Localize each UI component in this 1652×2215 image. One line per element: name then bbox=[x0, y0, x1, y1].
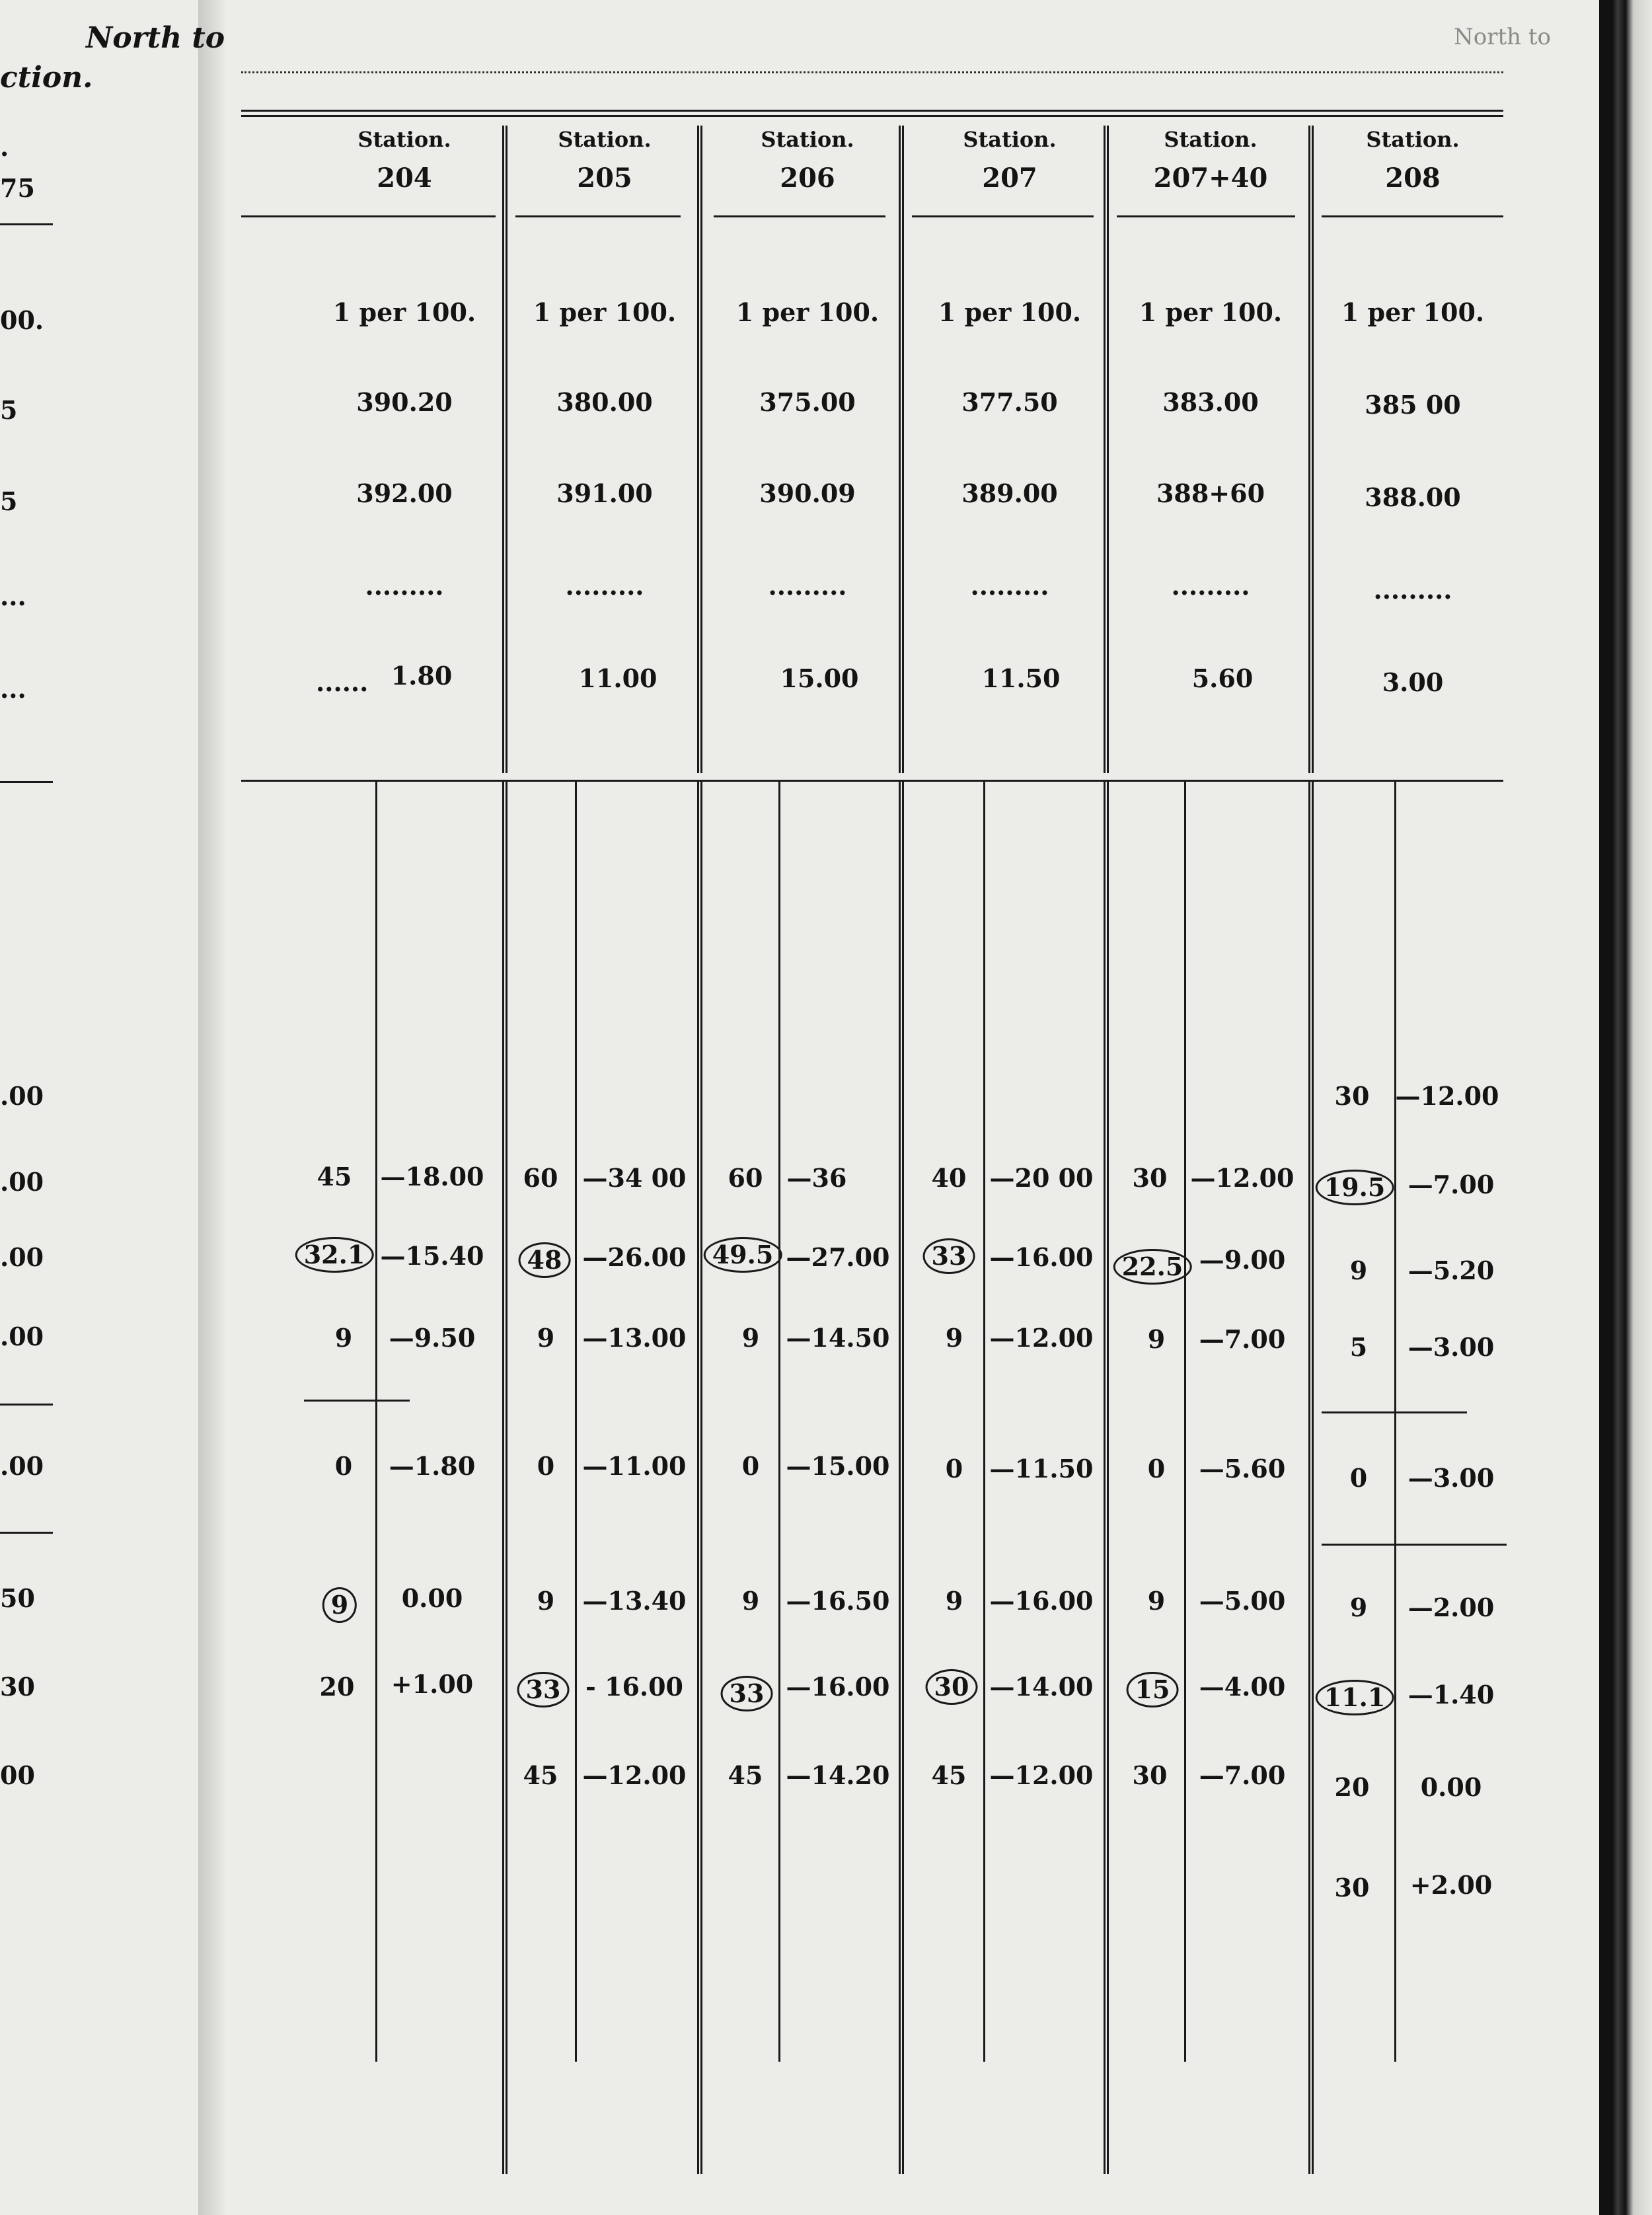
header-rule bbox=[912, 215, 1094, 217]
elevation-value: 375.00 bbox=[759, 387, 856, 417]
circled-value: 22.5 bbox=[1113, 1249, 1192, 1285]
left-fragment: 5 bbox=[0, 395, 18, 425]
left-fragment: .00 bbox=[0, 1167, 44, 1197]
elevation-diff: —3.00 bbox=[1408, 1463, 1495, 1493]
elevation-diff: —11.00 bbox=[582, 1451, 687, 1481]
width-value: 9 bbox=[1349, 1256, 1368, 1285]
circled-value: 19.5 bbox=[1316, 1170, 1394, 1205]
circled-value: 33 bbox=[721, 1676, 773, 1711]
station-number: 206 bbox=[780, 163, 835, 194]
header-rule bbox=[241, 215, 496, 217]
grade-rate: 1 per 100. bbox=[735, 297, 880, 327]
column-divider bbox=[899, 126, 904, 773]
elevation-diff: —7.00 bbox=[1199, 1760, 1286, 1790]
elevation-diff: —7.00 bbox=[1199, 1324, 1286, 1354]
header-rule bbox=[1322, 215, 1503, 217]
circled-value: 11.1 bbox=[1316, 1680, 1394, 1715]
elevation-value: 383.00 bbox=[1162, 387, 1259, 417]
page-fold-shadow bbox=[198, 0, 225, 2215]
elevation-diff: —18.00 bbox=[380, 1162, 484, 1191]
elevation-diff: —11.50 bbox=[989, 1454, 1094, 1483]
empty-value: ......... bbox=[1171, 571, 1250, 601]
width-value: 9 bbox=[945, 1323, 963, 1353]
station-label: Station. bbox=[1366, 127, 1460, 152]
top-dotted-rule bbox=[241, 71, 1503, 73]
elevation-diff: —14.20 bbox=[786, 1760, 890, 1790]
top-margin-note: North to bbox=[1454, 24, 1551, 50]
left-fragment: 75 bbox=[0, 173, 35, 203]
top-rule-second bbox=[241, 115, 1503, 117]
width-value: 45 bbox=[728, 1760, 763, 1790]
column-divider bbox=[899, 780, 904, 2174]
grade-rate: 1 per 100. bbox=[533, 297, 677, 327]
empty-value: ......... bbox=[970, 571, 1049, 601]
grade-value: 390.09 bbox=[759, 478, 856, 508]
left-fragment: 5 bbox=[0, 486, 18, 516]
column-divider bbox=[502, 126, 507, 773]
width-value: 45 bbox=[931, 1760, 967, 1790]
width-value: 9 bbox=[537, 1586, 555, 1616]
top-rule bbox=[241, 110, 1503, 112]
elevation-diff: +2.00 bbox=[1409, 1870, 1493, 1900]
elevation-diff: —1.80 bbox=[389, 1451, 476, 1481]
elevation-diff: —5.20 bbox=[1408, 1256, 1495, 1285]
column-divider bbox=[1308, 126, 1314, 773]
station-number: 204 bbox=[377, 163, 432, 194]
cut-value: 3.00 bbox=[1382, 667, 1444, 697]
cut-value: 5.60 bbox=[1191, 663, 1254, 693]
width-value: 9 bbox=[741, 1323, 760, 1353]
left-fragment: .00 bbox=[0, 1081, 44, 1111]
circled-value: 33 bbox=[923, 1238, 975, 1274]
grade-rate: 1 per 100. bbox=[938, 297, 1082, 327]
elevation-diff: —13.00 bbox=[582, 1323, 687, 1353]
elevation-diff: —34 00 bbox=[582, 1163, 687, 1193]
elevation-diff: —13.40 bbox=[582, 1586, 687, 1616]
left-fragment: 50 bbox=[0, 1583, 35, 1613]
left-heading-line1: North to bbox=[86, 21, 225, 55]
circled-value: 9 bbox=[322, 1587, 357, 1623]
elevation-diff: +1.00 bbox=[391, 1669, 474, 1699]
elevation-diff: —12.00 bbox=[1190, 1163, 1295, 1193]
left-rule bbox=[0, 223, 53, 225]
width-value: 30 bbox=[1334, 1081, 1370, 1111]
elevation-diff: —7.00 bbox=[1408, 1170, 1495, 1199]
left-fragment: 30 bbox=[0, 1672, 35, 1702]
empty-value: ......... bbox=[365, 571, 444, 601]
column-divider bbox=[1104, 780, 1109, 2174]
elevation-diff: —26.00 bbox=[582, 1242, 687, 1272]
header-rule bbox=[714, 215, 885, 217]
width-value: 30 bbox=[1132, 1163, 1168, 1193]
elevation-diff: —12.00 bbox=[989, 1760, 1094, 1790]
elevation-diff: —14.00 bbox=[989, 1672, 1094, 1702]
book-binding bbox=[1599, 0, 1652, 2215]
grade-value: 392.00 bbox=[356, 478, 453, 508]
elevation-value: 377.50 bbox=[961, 387, 1058, 417]
section-rule bbox=[1322, 1544, 1507, 1546]
column-line bbox=[1394, 780, 1396, 2062]
station-number: 208 bbox=[1385, 163, 1441, 194]
width-value: 9 bbox=[1349, 1593, 1368, 1622]
width-value: 0 bbox=[1349, 1463, 1368, 1493]
elevation-diff: —36 bbox=[786, 1163, 847, 1193]
left-fragment: 00 bbox=[0, 1760, 35, 1790]
cut-value: 11.50 bbox=[981, 663, 1061, 693]
station-label: Station. bbox=[761, 127, 854, 152]
empty-value: ......... bbox=[1373, 575, 1452, 605]
left-fragment: .00 bbox=[0, 1242, 44, 1272]
station-number: 207 bbox=[982, 163, 1037, 194]
section-rule bbox=[304, 1400, 410, 1402]
width-value: 0 bbox=[1147, 1454, 1166, 1483]
elevation-diff: —27.00 bbox=[786, 1242, 890, 1272]
width-value: 5 bbox=[1349, 1332, 1368, 1362]
column-line bbox=[575, 780, 577, 2062]
circled-value: 49.5 bbox=[704, 1237, 782, 1273]
grade-rate: 1 per 100. bbox=[1139, 297, 1283, 327]
width-value: 9 bbox=[1147, 1586, 1166, 1616]
elevation-diff: —1.40 bbox=[1408, 1680, 1495, 1709]
station-number: 205 bbox=[577, 163, 632, 194]
grade-rate: 1 per 100. bbox=[332, 297, 476, 327]
column-divider bbox=[697, 126, 702, 773]
width-value: 9 bbox=[741, 1586, 760, 1616]
width-value: 0 bbox=[537, 1451, 555, 1481]
circled-value: 33 bbox=[517, 1672, 570, 1708]
elevation-diff: 0.00 bbox=[1420, 1772, 1482, 1802]
elevation-diff: —14.50 bbox=[786, 1323, 890, 1353]
elevation-diff: - 16.00 bbox=[585, 1672, 683, 1702]
empty-value: ......... bbox=[768, 571, 847, 601]
grade-value: 389.00 bbox=[961, 478, 1058, 508]
width-value: 0 bbox=[945, 1454, 963, 1483]
width-value: 30 bbox=[1334, 1873, 1370, 1902]
elevation-diff: —5.00 bbox=[1199, 1586, 1286, 1616]
elevation-diff: —3.00 bbox=[1408, 1332, 1495, 1362]
elevation-diff: —12.00 bbox=[989, 1323, 1094, 1353]
elevation-value: 385 00 bbox=[1365, 390, 1461, 420]
cut-value: 15.00 bbox=[780, 663, 859, 693]
column-divider bbox=[697, 780, 702, 2174]
left-fragment: ... bbox=[0, 674, 26, 704]
circled-value: 15 bbox=[1127, 1672, 1179, 1708]
circled-value: 32.1 bbox=[295, 1237, 374, 1273]
column-divider bbox=[502, 780, 507, 2174]
elevation-diff: 0.00 bbox=[401, 1583, 463, 1613]
cut-value: 11.00 bbox=[578, 663, 657, 693]
elevation-diff: —9.50 bbox=[389, 1323, 476, 1353]
column-line bbox=[983, 780, 985, 2062]
width-value: 30 bbox=[1132, 1760, 1168, 1790]
header-rule bbox=[1117, 215, 1295, 217]
elevation-diff: —4.00 bbox=[1199, 1672, 1286, 1702]
width-value: 45 bbox=[317, 1162, 352, 1191]
elevation-diff: —20 00 bbox=[989, 1163, 1094, 1193]
elevation-diff: —16.00 bbox=[989, 1586, 1094, 1616]
elevation-value: 390.20 bbox=[356, 387, 453, 417]
column-line bbox=[375, 780, 377, 2062]
elevation-diff: —9.00 bbox=[1199, 1245, 1286, 1275]
elevation-diff: —16.00 bbox=[786, 1672, 890, 1702]
left-fragment: . bbox=[0, 132, 9, 162]
width-value: 20 bbox=[319, 1672, 355, 1702]
left-rule bbox=[0, 1404, 53, 1406]
grade-rate: 1 per 100. bbox=[1341, 297, 1485, 327]
elevation-diff: —15.00 bbox=[786, 1451, 890, 1481]
elevation-diff: —12.00 bbox=[1395, 1081, 1499, 1111]
station-label: Station. bbox=[963, 127, 1057, 152]
elevation-diff: —2.00 bbox=[1408, 1593, 1495, 1622]
circled-value: 48 bbox=[519, 1242, 571, 1278]
column-divider bbox=[1104, 126, 1109, 773]
elevation-diff: —15.40 bbox=[380, 1241, 484, 1271]
grade-value: 388.00 bbox=[1365, 482, 1461, 512]
station-label: Station. bbox=[1164, 127, 1258, 152]
width-value: 0 bbox=[334, 1451, 353, 1481]
width-value: 9 bbox=[945, 1586, 963, 1616]
column-divider bbox=[1308, 780, 1314, 2174]
left-fragment: .00 bbox=[0, 1451, 44, 1481]
column-line bbox=[778, 780, 780, 2062]
grade-value: 391.00 bbox=[556, 478, 653, 508]
header-rule bbox=[515, 215, 681, 217]
width-value: 9 bbox=[537, 1323, 555, 1353]
circled-value: 30 bbox=[926, 1669, 978, 1705]
elevation-diff: —5.60 bbox=[1199, 1454, 1286, 1483]
section-rule bbox=[1322, 1411, 1467, 1413]
left-heading-line2: ction. bbox=[0, 61, 93, 94]
width-value: 45 bbox=[523, 1760, 558, 1790]
width-value: 0 bbox=[741, 1451, 760, 1481]
station-label: Station. bbox=[558, 127, 652, 152]
left-rule bbox=[0, 781, 53, 783]
width-value: 9 bbox=[334, 1323, 353, 1353]
elevation-diff: —16.50 bbox=[786, 1586, 890, 1616]
width-value: 60 bbox=[523, 1163, 558, 1193]
station-number: 207+40 bbox=[1153, 163, 1268, 194]
width-value: 20 bbox=[1334, 1772, 1370, 1802]
left-fragment: 00. bbox=[0, 305, 44, 335]
middle-rule bbox=[241, 780, 1503, 782]
elevation-diff: —12.00 bbox=[582, 1760, 687, 1790]
left-fragment: .00 bbox=[0, 1322, 44, 1351]
left-fragment: ... bbox=[0, 582, 26, 611]
width-value: 40 bbox=[931, 1163, 967, 1193]
cut-prefix: ...... bbox=[316, 667, 369, 697]
empty-value: ......... bbox=[565, 571, 644, 601]
elevation-value: 380.00 bbox=[556, 387, 653, 417]
left-rule bbox=[0, 1532, 53, 1534]
station-label: Station. bbox=[357, 127, 451, 152]
elevation-diff: —16.00 bbox=[989, 1242, 1094, 1272]
column-line bbox=[1184, 780, 1186, 2062]
grade-value: 388+60 bbox=[1156, 478, 1265, 508]
cut-value: 1.80 bbox=[391, 661, 453, 691]
width-value: 60 bbox=[728, 1163, 763, 1193]
width-value: 9 bbox=[1147, 1324, 1166, 1354]
